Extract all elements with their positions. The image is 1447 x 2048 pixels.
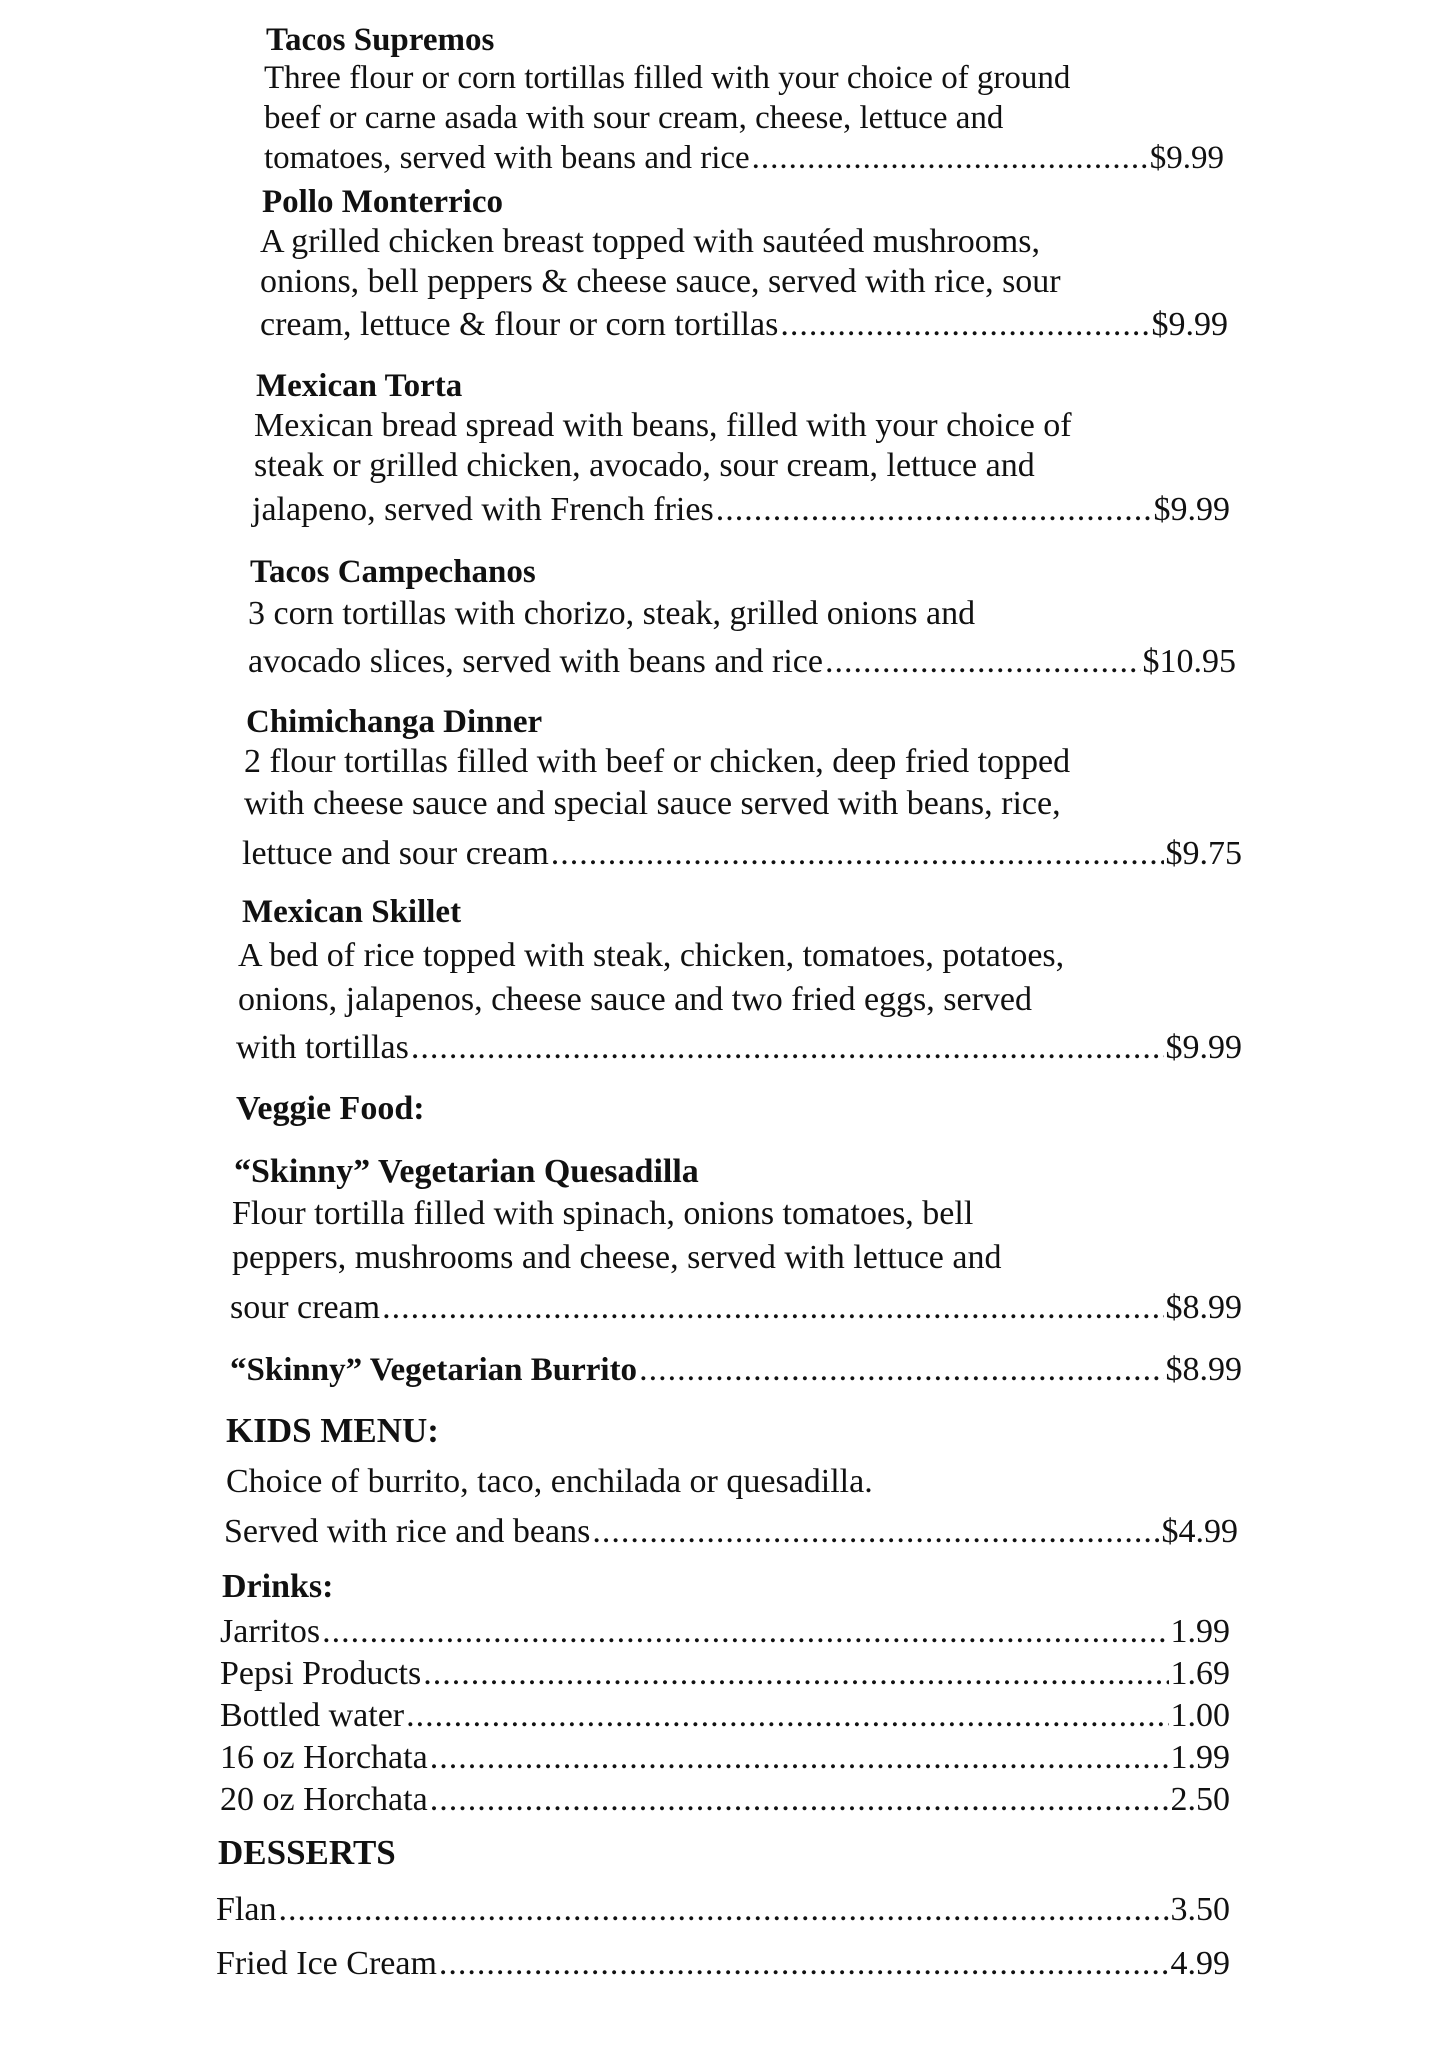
item-desc-line: avocado slices, served with beans and rice xyxy=(248,643,823,680)
item-desc-line: sour cream xyxy=(230,1289,381,1326)
section-heading-drinks: Drinks: xyxy=(222,1568,334,1605)
drink-price: 1.00 xyxy=(1170,1697,1230,1734)
leader-dots xyxy=(278,1890,1168,1930)
section-heading-desserts: DESSERTS xyxy=(218,1833,396,1872)
drink-row-16oz-horchata xyxy=(220,1738,1230,1778)
drink-price: 2.50 xyxy=(1170,1781,1230,1818)
item-desc-line: lettuce and sour cream xyxy=(242,835,549,872)
item-price-line-vegetarian-burrito xyxy=(230,1350,1242,1390)
leader-dots xyxy=(780,305,1149,345)
drink-name: Pepsi Products xyxy=(220,1655,422,1692)
item-price: $9.99 xyxy=(1153,491,1230,528)
item-price: $4.99 xyxy=(1161,1513,1238,1550)
dessert-row-fried-ice-cream xyxy=(216,1944,1230,1984)
item-price-line-mexican-skillet xyxy=(236,1028,1242,1068)
drink-name: 20 oz Horchata xyxy=(220,1781,428,1818)
item-desc-line: 2 flour tortillas filled with beef or chicken, deep fried topped xyxy=(244,743,1071,780)
item-price: $9.99 xyxy=(1151,306,1228,343)
leader-dots xyxy=(322,1612,1168,1652)
drink-price: 1.99 xyxy=(1170,1739,1230,1776)
item-price: $8.99 xyxy=(1165,1289,1242,1326)
item-price: $9.75 xyxy=(1165,835,1242,872)
item-desc-line: 3 corn tortillas with chorizo, steak, grilled onions and xyxy=(248,595,976,632)
drink-row-pepsi-products xyxy=(220,1654,1230,1694)
leader-dots xyxy=(716,490,1152,530)
item-price-line-mexican-torta xyxy=(252,490,1230,530)
drink-row-jarritos xyxy=(220,1612,1230,1652)
item-desc-line: jalapeno, served with French fries xyxy=(252,491,714,528)
leader-dots xyxy=(382,1288,1163,1328)
leader-dots xyxy=(752,138,1148,178)
drink-row-bottled-water xyxy=(220,1696,1230,1736)
dessert-name: Fried Ice Cream xyxy=(216,1945,437,1982)
item-price-line-tacos-supremos xyxy=(264,138,1224,178)
item-desc-line: Three flour or corn tortillas filled with your choice of ground xyxy=(264,60,1071,96)
item-desc-line: with cheese sauce and special sauce served with beans, rice, xyxy=(244,785,1061,822)
item-desc-line: with tortillas xyxy=(236,1029,409,1066)
drink-row-20oz-horchata xyxy=(220,1780,1230,1820)
dessert-row-flan xyxy=(216,1890,1230,1930)
item-title-tacos-campechanos: Tacos Campechanos xyxy=(250,554,536,590)
item-title-mexican-torta: Mexican Torta xyxy=(256,368,463,404)
leader-dots xyxy=(592,1512,1159,1552)
leader-dots xyxy=(423,1654,1168,1694)
item-price-line-vegetarian-quesadilla xyxy=(230,1288,1242,1328)
item-desc-line: tomatoes, served with beans and rice xyxy=(264,140,750,176)
item-desc-line: cream, lettuce & flour or corn tortillas xyxy=(260,306,779,343)
item-desc-line: A bed of rice topped with steak, chicken, tomatoes, potatoes, xyxy=(238,937,1065,974)
item-desc-line: onions, bell peppers & cheese sauce, served with rice, sour xyxy=(260,263,1061,300)
item-price-line-tacos-campechanos xyxy=(248,642,1236,682)
item-desc-line: Served with rice and beans xyxy=(224,1513,591,1550)
item-title-pollo-monterrico: Pollo Monterrico xyxy=(262,184,503,220)
item-price-line-kids xyxy=(224,1512,1238,1552)
leader-dots xyxy=(411,1028,1164,1068)
item-desc-line: beef or carne asada with sour cream, cheese, lettuce and xyxy=(264,100,1004,136)
leader-dots xyxy=(551,834,1164,874)
item-title-vegetarian-burrito: “Skinny” Vegetarian Burrito xyxy=(230,1352,638,1388)
item-price: $8.99 xyxy=(1165,1351,1242,1388)
item-desc-line: onions, jalapenos, cheese sauce and two fried eggs, served xyxy=(238,981,1033,1018)
leader-dots xyxy=(406,1696,1168,1736)
dessert-name: Flan xyxy=(216,1891,277,1928)
leader-dots xyxy=(430,1780,1169,1820)
leader-dots xyxy=(430,1738,1169,1778)
drink-price: 1.99 xyxy=(1170,1613,1230,1650)
dessert-price: 3.50 xyxy=(1170,1891,1230,1928)
item-price: $10.95 xyxy=(1142,643,1236,680)
item-desc-line: Flour tortilla filled with spinach, onions tomatoes, bell xyxy=(232,1195,974,1232)
leader-dots xyxy=(439,1944,1169,1984)
item-price: $9.99 xyxy=(1149,140,1224,176)
item-price: $9.99 xyxy=(1165,1029,1242,1066)
dessert-price: 4.99 xyxy=(1170,1945,1230,1982)
drink-name: Jarritos xyxy=(220,1613,321,1650)
item-desc-line: peppers, mushrooms and cheese, served with lettuce and xyxy=(232,1239,1002,1276)
item-price-line-chimichanga-dinner xyxy=(242,834,1242,874)
item-title-vegetarian-quesadilla: “Skinny” Vegetarian Quesadilla xyxy=(234,1153,699,1190)
item-desc-line: Choice of burrito, taco, enchilada or quesadilla. xyxy=(226,1463,873,1500)
leader-dots xyxy=(825,642,1141,682)
drink-price: 1.69 xyxy=(1170,1655,1230,1692)
section-heading-veggie: Veggie Food: xyxy=(236,1090,425,1127)
item-desc-line: steak or grilled chicken, avocado, sour cream, lettuce and xyxy=(254,447,1035,484)
item-title-tacos-supremos: Tacos Supremos xyxy=(266,22,495,58)
item-title-chimichanga-dinner: Chimichanga Dinner xyxy=(246,704,543,740)
item-price-line-pollo-monterrico xyxy=(260,305,1228,345)
item-title-mexican-skillet: Mexican Skillet xyxy=(242,894,462,930)
drink-name: Bottled water xyxy=(220,1697,405,1734)
leader-dots xyxy=(639,1350,1163,1390)
drink-name: 16 oz Horchata xyxy=(220,1739,428,1776)
item-desc-line: Mexican bread spread with beans, filled with your choice of xyxy=(254,407,1072,444)
item-desc-line: A grilled chicken breast topped with sautéed mushrooms, xyxy=(260,223,1040,260)
section-heading-kids-menu: KIDS MENU: xyxy=(226,1411,439,1450)
